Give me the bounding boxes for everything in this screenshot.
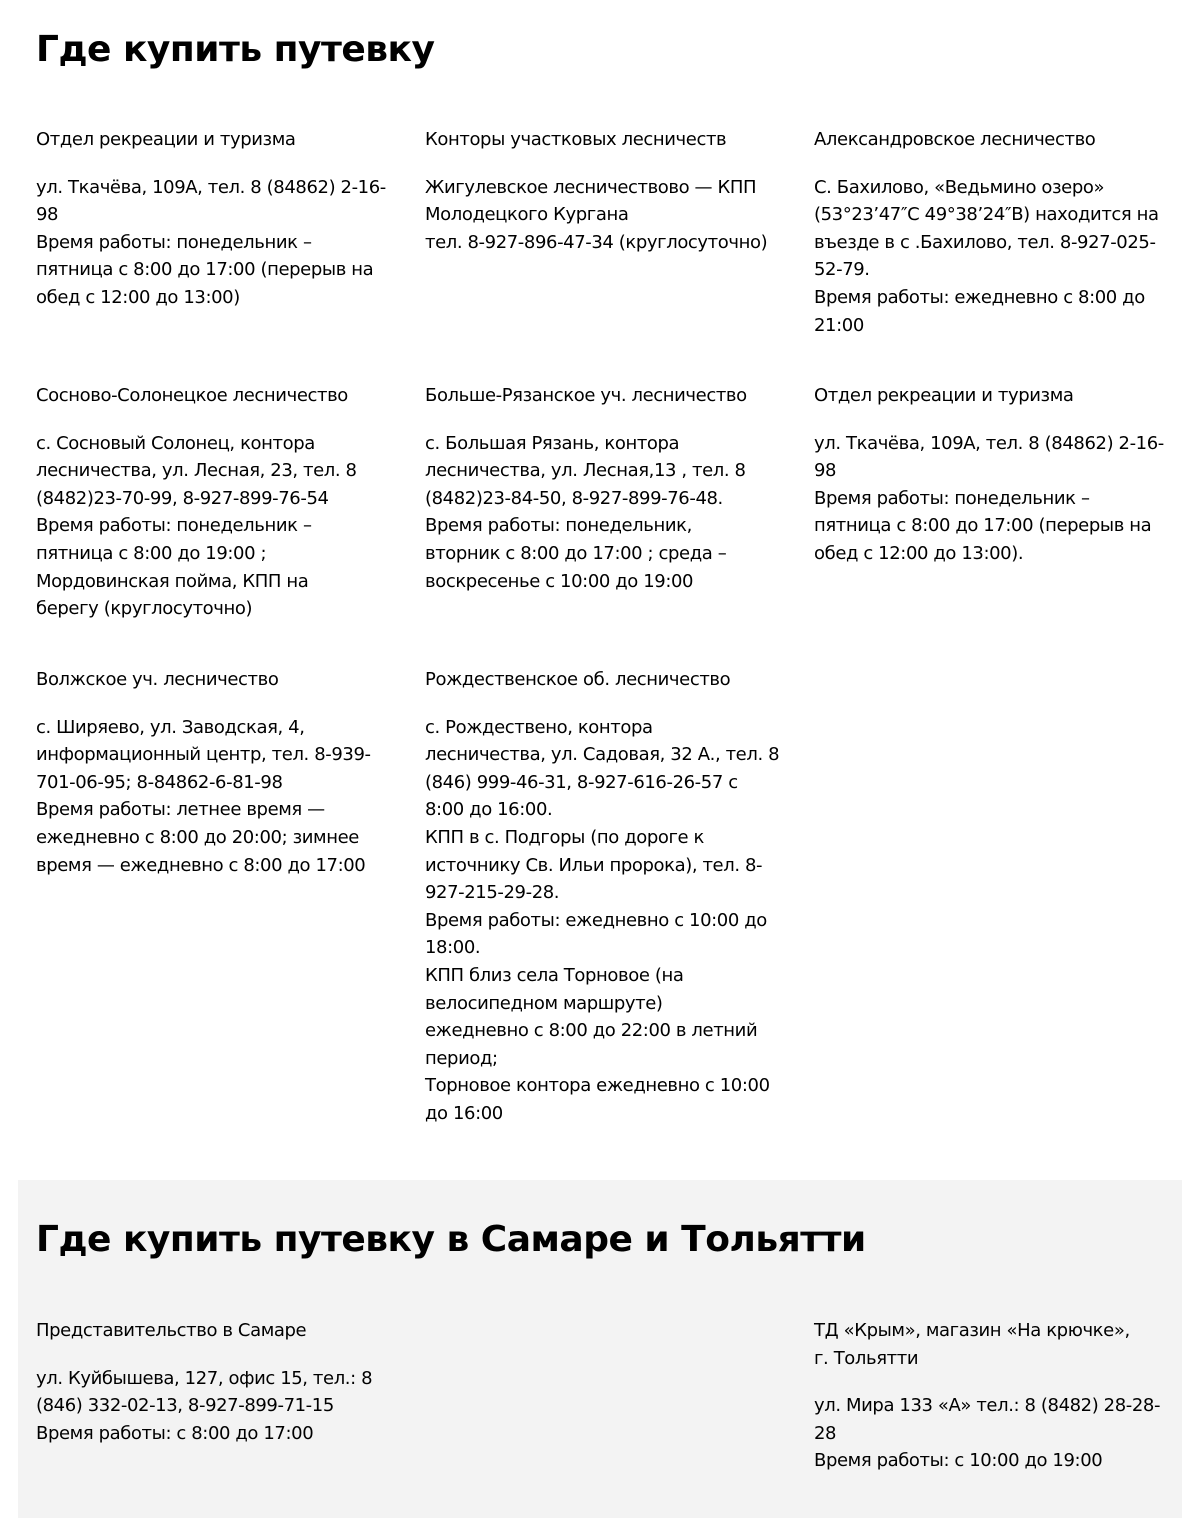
card-title: Александровское лесничество xyxy=(814,129,1096,150)
location-card-samara-office xyxy=(36,1317,396,1447)
card-title: Сосново-Солонецкое лесничество xyxy=(36,385,348,406)
card-details: ул. Ткачёва, 109А, тел. 8 (84862) 2-16- 98 Время работы: понедельник – пятница с 8:00 до 17:00 (перерыв на обед с 12:00 до 13:00) xyxy=(36,176,386,308)
card-title: ТД «Крым», магазин «На крючке», г. Тольятти xyxy=(814,1320,1130,1369)
location-card-zhigulevskoe xyxy=(425,126,785,256)
location-card-tolyatti-shop xyxy=(814,1317,1174,1475)
location-card-bolshe-ryazanskoe xyxy=(425,382,785,595)
card-details: с. Сосновый Солонец, контора лесничества, ул. Лесная, 23, тел. 8 (8482)23-70-99, 8-927-899-76-54 Время работы: понедельник – пятница с 8:00 до 19:00 ; Мордовинская пойма, КПП на берегу (круглосуточно) xyxy=(36,432,357,620)
section-heading-cities: Где купить путевку в Самаре и Тольятти xyxy=(36,1219,866,1260)
location-card-recreation-dept-2 xyxy=(814,382,1174,568)
card-details: С. Бахилово, «Ведьмино озеро» (53°23’47″С 49°38’24″В) находится на въезде в с .Бахилово, тел. 8-927-025- 52-79. Время работы: ежедневно с 8:00 до 21:00 xyxy=(814,176,1159,336)
card-title: Больше-Рязанское уч. лесничество xyxy=(425,385,747,406)
card-title: Представительство в Самаре xyxy=(36,1320,307,1341)
location-card-sosnovo-solonetskoe xyxy=(36,382,396,623)
location-card-aleksandrovskoe xyxy=(814,126,1174,339)
card-details: Жигулевское лесничествово — КПП Молодецкого Кургана тел. 8-927-896-47-34 (круглосуточно) xyxy=(425,176,768,253)
section-heading: Где купить путевку xyxy=(36,29,435,70)
card-title: Рождественское об. лесничество xyxy=(425,669,731,690)
card-details: с. Рождествено, контора лесничества, ул. Садовая, 32 А., тел. 8 (846) 999-46-31, 8-927-616-26-57 с 8:00 до 16:00. КПП в с. Подгоры (по дороге к источнику Св. Ильи пророка), тел. 8- 927-215-29-28. Время работы: ежедневно с 10:00 до 18:00. КПП близ села Торновое (на велосипедном маршруте) ежедневно с 8:00 до 22:00 в летний период; Торновое контора ежедневно с 10:00 до 16:00 xyxy=(425,716,780,1124)
location-card-recreation-dept xyxy=(36,126,396,312)
location-card-rozhdestvenskoe xyxy=(425,666,785,1128)
card-title: Волжское уч. лесничество xyxy=(36,669,279,690)
card-details: с. Большая Рязань, контора лесничества, ул. Лесная,13 , тел. 8 (8482)23-84-50, 8-927-899-76-48. Время работы: понедельник, вторник с 8:00 до 17:00 ; среда – воскресенье с 10:00 до 19:00 xyxy=(425,432,746,592)
card-details: ул. Мира 133 «А» тел.: 8 (8482) 28-28- 28 Время работы: с 10:00 до 19:00 xyxy=(814,1395,1161,1472)
card-details: ул. Ткачёва, 109А, тел. 8 (84862) 2-16- 98 Время работы: понедельник – пятница с 8:00 до 17:00 (перерыв на обед с 12:00 до 13:00). xyxy=(814,432,1164,564)
card-title: Конторы участковых лесничеств xyxy=(425,129,727,150)
card-details: ул. Куйбышева, 127, офис 15, тел.: 8 (846) 332-02-13, 8-927-899-71-15 Время работы: с 8:00 до 17:00 xyxy=(36,1367,373,1444)
card-details: с. Ширяево, ул. Заводская, 4, информационный центр, тел. 8-939- 701-06-95; 8-84862-6-81-98 Время работы: летнее время — ежедневно с 8:00 до 20:00; зимнее время — ежедневно с 8:00 до 17:00 xyxy=(36,716,371,876)
card-title: Отдел рекреации и туризма xyxy=(814,385,1074,406)
card-title: Отдел рекреации и туризма xyxy=(36,129,296,150)
location-card-volzhskoe xyxy=(36,666,396,879)
